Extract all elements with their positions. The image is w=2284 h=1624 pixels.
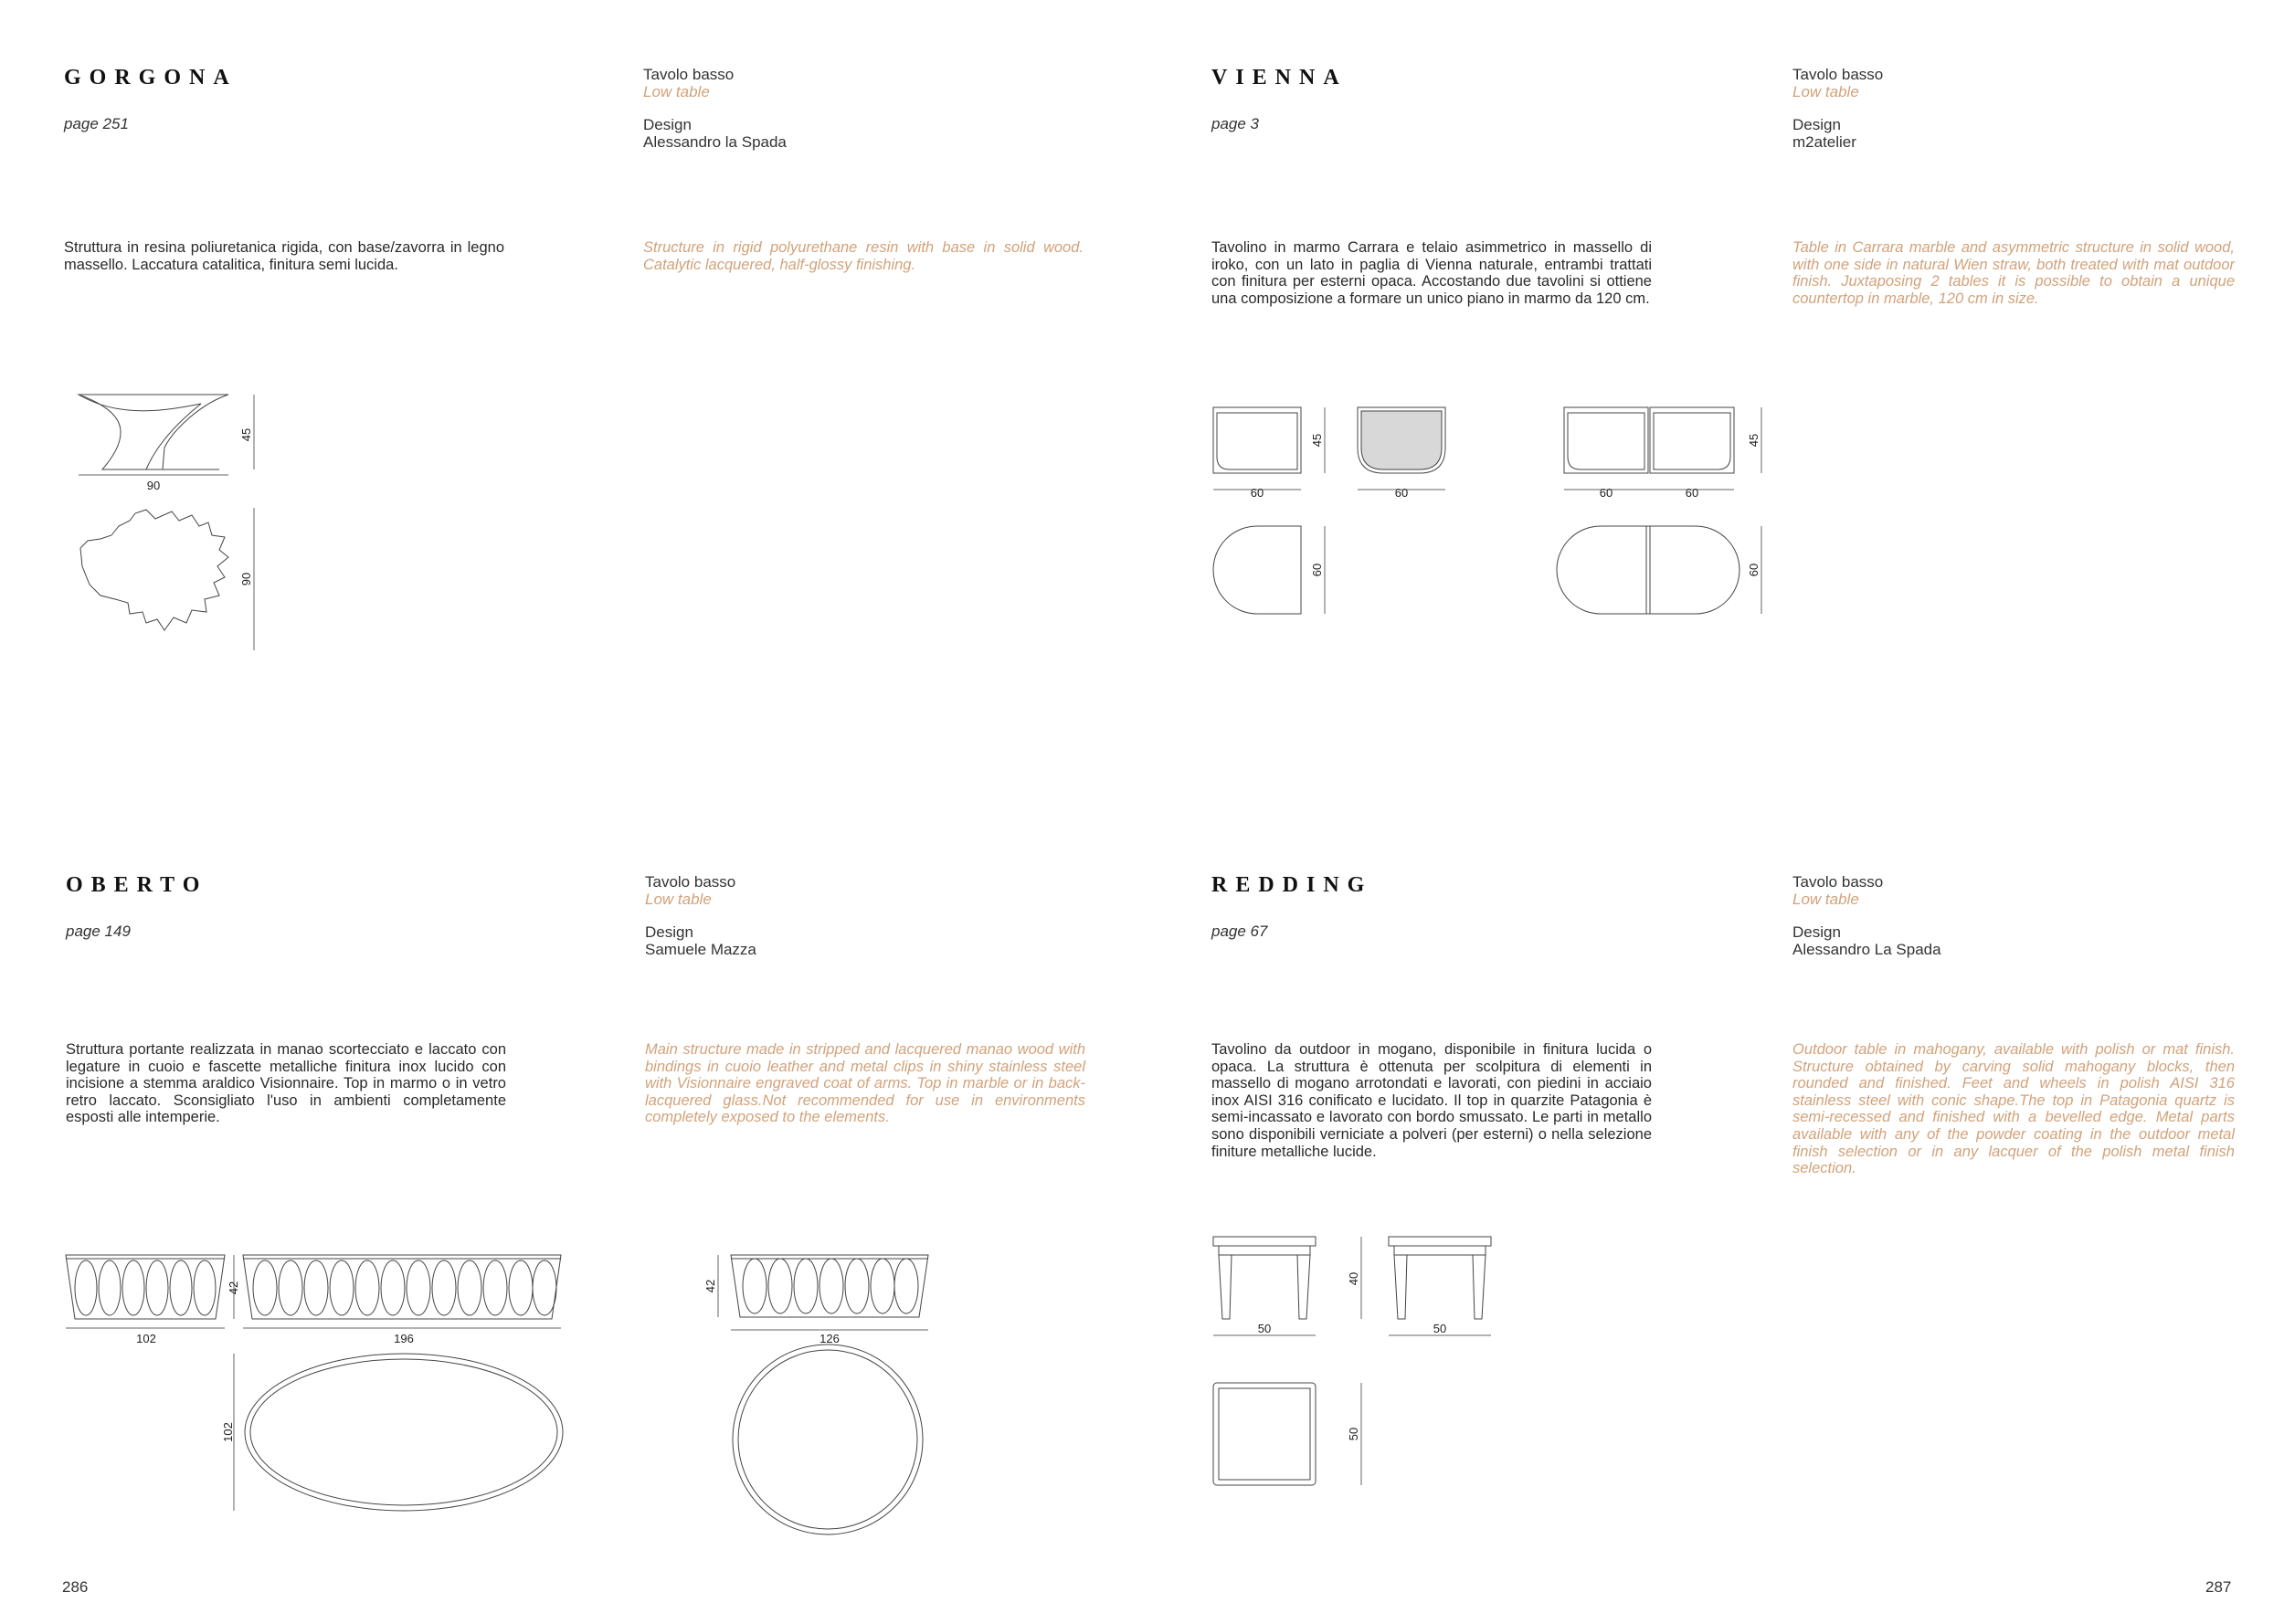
dim-vienna-h2: 45 <box>1747 433 1761 448</box>
product-title-gorgona: GORGONA <box>64 66 238 90</box>
type-it: Tavolo basso <box>645 873 736 891</box>
product-title-redding: REDDING <box>1211 873 1373 897</box>
design-label: Design <box>645 923 693 941</box>
page-number-left: 286 <box>62 1578 89 1596</box>
product-title-vienna: VIENNA <box>1211 66 1348 90</box>
dim-vienna-h: 45 <box>1310 433 1324 448</box>
dim-oberto-w2: 196 <box>394 1332 414 1345</box>
oberto-drawing-long <box>64 1251 576 1525</box>
dim-redding-d: 50 <box>1347 1427 1360 1441</box>
dim-vienna-w2: 60 <box>1394 486 1409 500</box>
designer: Samuele Mazza <box>645 941 756 958</box>
meta-gorgona <box>643 66 787 151</box>
designer: Alessandro La Spada <box>1792 941 1941 958</box>
dim-oberto-w1: 102 <box>136 1332 156 1345</box>
type-it: Tavolo basso <box>1792 66 1884 83</box>
dim-oberto-w3: 126 <box>819 1332 840 1345</box>
type-it: Tavolo basso <box>643 66 735 83</box>
desc-it-oberto: Struttura portante realizzata in manao scortecciato e laccato con legature in cuoio e fascette metalliche finitura inox lucido con incisione a stemma araldico Visionnaire. Top in marmo o in vetro retro laccato. Sconsigliato l'uso in ambienti completamente esposti alle intemperie. <box>66 1041 506 1126</box>
dim-vienna-w4: 60 <box>1685 486 1699 500</box>
page-ref-oberto[interactable]: page 149 <box>66 923 131 940</box>
desc-it-redding: Tavolino da outdoor in mogano, disponibile in finitura lucida o opaca. La struttura è ottenuta per scolpitura di elementi in massello di mogano arrotondati e lavorati, con piedini in acciaio inox AISI 316 conificato e lucidato. Il top in quarzite Patagonia è semi-incassato e lavorato con bordo smussato. Le parti in metallo sono disponibili verniciate a polveri (per esterni) o nella selezione finiture metalliche lucide. <box>1211 1041 1652 1160</box>
type-en: Low table <box>643 83 710 100</box>
vienna-drawing <box>1211 402 1778 621</box>
dim-gorgona-w: 90 <box>146 479 161 492</box>
meta-oberto <box>645 873 756 958</box>
desc-en-redding: Outdoor table in mahogany, available with polish or mat finish. Structure obtained by carving solid mahogany blocks, then rounded and finished. Feet and wheels in polish AISI 316 stainless steel with conic shape.The top in Patagonia quartz is semi-recessed and finished with a bevelled edge. Metal parts available with any of the powder coating in the outdoor metal finish selection or in any lacquer of the polish metal finish selection. <box>1792 1041 2235 1177</box>
desc-it-vienna: Tavolino in marmo Carrara e telaio asimmetrico in massello di iroko, con un lato in paglia di Vienna naturale, entrambi trattati con finitura per esterni opaca. Accostando due tavolini si ottiene una composizione a formare un unico piano in marmo da 120 cm. <box>1211 239 1652 307</box>
design-label: Design <box>1792 116 1841 133</box>
design-label: Design <box>1792 923 1841 941</box>
type-it: Tavolo basso <box>1792 873 1884 891</box>
dim-vienna-w3: 60 <box>1599 486 1613 500</box>
designer: Alessandro la Spada <box>643 133 787 151</box>
designer: m2atelier <box>1792 133 1856 151</box>
design-label: Design <box>643 116 692 133</box>
dim-oberto-h2: 42 <box>703 1279 717 1293</box>
page-ref-vienna[interactable]: page 3 <box>1211 115 1259 132</box>
page-number-right: 287 <box>2205 1578 2232 1596</box>
desc-en-oberto: Main structure made in stripped and lacquered manao wood with bindings in cuoio leather and metal clips in shiny stainless steel with Visionnaire engraved coat of arms. Top in marble or in back-lacquered glass.Not recommended for use in environments completely exposed to the elements. <box>645 1041 1085 1126</box>
oberto-drawing-round <box>703 1251 941 1544</box>
type-en: Low table <box>645 891 712 908</box>
dim-vienna-d1: 60 <box>1310 563 1324 577</box>
dim-redding-w1: 50 <box>1257 1322 1272 1335</box>
gorgona-drawing <box>64 384 301 667</box>
dim-gorgona-d: 90 <box>239 572 253 586</box>
gorgona-elevation <box>79 395 228 469</box>
gorgona-plan <box>80 510 228 630</box>
desc-it-gorgona: Struttura in resina poliuretanica rigida, con base/zavorra in legno massello. Laccatura catalitica, finitura semi lucida. <box>64 239 504 273</box>
dim-vienna-d2: 60 <box>1747 563 1761 577</box>
desc-en-gorgona: Structure in rigid polyurethane resin with base in solid wood. Catalytic lacquered, half-glossy finishing. <box>643 239 1084 273</box>
dim-oberto-d: 102 <box>221 1422 235 1442</box>
redding-drawing <box>1211 1235 1504 1491</box>
dim-redding-h: 40 <box>1347 1271 1360 1286</box>
desc-en-vienna: Table in Carrara marble and asymmetric structure in solid wood, with one side in natural Wien straw, both treated with mat outdoor finish. Juxtaposing 2 tables it is possible to obtain a unique countertop in marble, 120 cm in size. <box>1792 239 2235 307</box>
type-en: Low table <box>1792 83 1859 100</box>
type-en: Low table <box>1792 891 1859 908</box>
meta-redding <box>1792 873 1941 958</box>
page-ref-redding[interactable]: page 67 <box>1211 923 1268 940</box>
dim-vienna-w1: 60 <box>1250 486 1264 500</box>
page-ref-gorgona[interactable]: page 251 <box>64 115 129 132</box>
dim-gorgona-h: 45 <box>239 427 253 442</box>
meta-vienna <box>1792 66 1883 151</box>
product-title-oberto: OBERTO <box>66 873 208 897</box>
dim-redding-w2: 50 <box>1433 1322 1447 1335</box>
dim-oberto-h: 42 <box>227 1281 240 1295</box>
